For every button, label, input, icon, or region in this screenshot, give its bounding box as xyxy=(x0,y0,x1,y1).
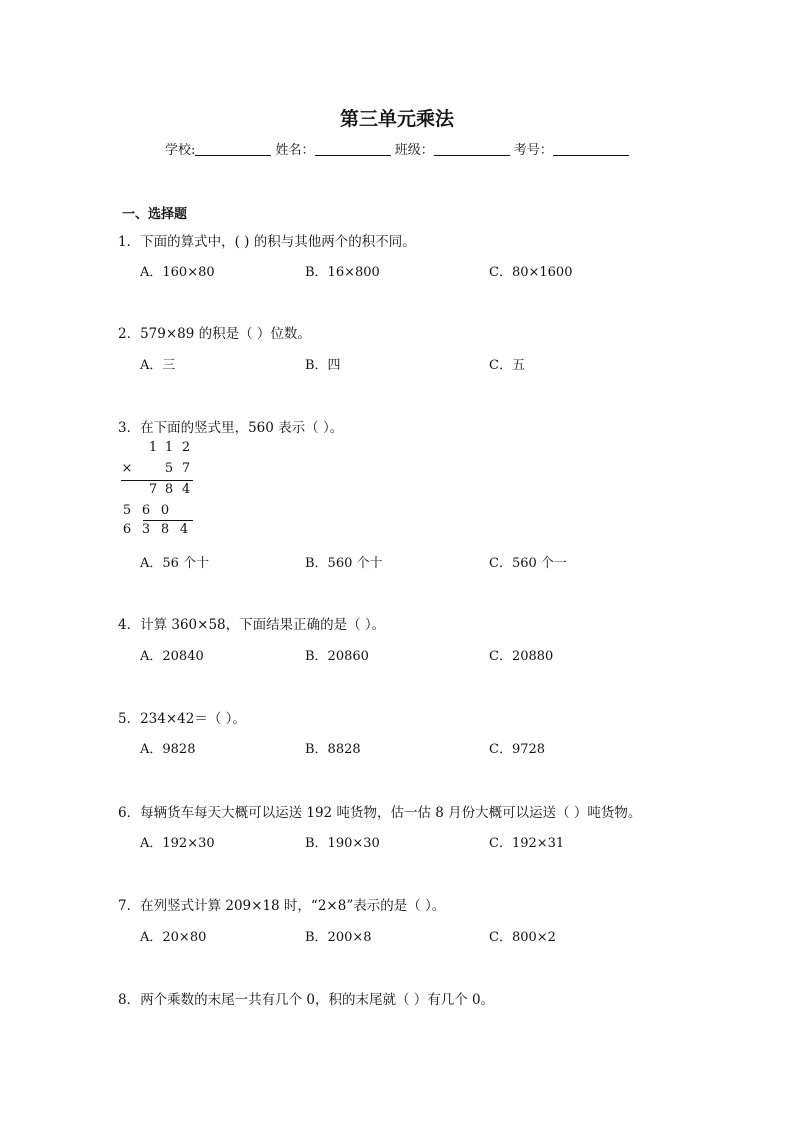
digit: 5 xyxy=(122,503,132,518)
q1-option-c: C．80×1600 xyxy=(489,265,573,280)
q7-option-a: A．20×80 xyxy=(140,930,207,945)
question-3: 3．在下面的竖式里，560 表示（ ）。 xyxy=(118,420,344,436)
q5-option-b: B．8828 xyxy=(305,742,361,757)
digit: 7 xyxy=(181,461,191,476)
q7-option-c: C．800×2 xyxy=(489,930,556,945)
digit: 7 xyxy=(148,482,158,497)
exam-no-label: 考号： xyxy=(513,143,553,158)
digit: 1 xyxy=(148,440,158,455)
page-title: 第三单元乘法 xyxy=(339,108,454,130)
question-2: 2．579×89 的积是（ ）位数。 xyxy=(118,326,311,342)
q6-option-c: C．192×31 xyxy=(489,836,565,851)
q2-option-b: B．四 xyxy=(305,358,341,373)
vertical-row-3 xyxy=(121,482,193,502)
digit: 6 xyxy=(122,522,132,537)
q4-option-c: C．20880 xyxy=(489,649,554,664)
class-label: 班级： xyxy=(394,143,434,158)
exam-no-blank xyxy=(553,142,629,156)
q3-option-b: B．560 个十 xyxy=(305,556,383,571)
q6-option-b: B．190×30 xyxy=(305,836,380,851)
digit: 8 xyxy=(164,482,174,497)
digit: 6 xyxy=(141,503,151,518)
q2-option-c: C．五 xyxy=(489,358,525,373)
rule-line-2 xyxy=(143,520,193,521)
q1-option-b: B．16×800 xyxy=(305,265,380,280)
vertical-row-2 xyxy=(121,461,193,481)
digit: 4 xyxy=(179,522,189,537)
q4-option-b: B．20860 xyxy=(305,649,369,664)
vertical-row-5 xyxy=(121,522,193,542)
name-blank xyxy=(315,142,391,156)
times-sign: × xyxy=(121,461,133,476)
digit: 0 xyxy=(160,503,170,518)
question-7: 7．在列竖式计算 209×18 时，“2×8”表示的是（ ）。 xyxy=(118,898,446,914)
q4-option-a: A．20840 xyxy=(140,649,204,664)
q6-option-a: A．192×30 xyxy=(140,836,215,851)
digit: 8 xyxy=(160,522,170,537)
digit: 2 xyxy=(181,440,191,455)
q2-option-a: A．三 xyxy=(140,358,176,373)
school-label: 学校: xyxy=(165,143,196,158)
vertical-row-1 xyxy=(121,440,193,460)
digit: 5 xyxy=(164,461,174,476)
digit: 3 xyxy=(141,522,151,537)
q3-option-c: C．560 个一 xyxy=(489,556,567,571)
question-8: 8．两个乘数的末尾一共有几个 0，积的末尾就（ ）有几个 0。 xyxy=(118,992,495,1008)
student-info-line xyxy=(165,139,629,158)
digit: 4 xyxy=(181,482,191,497)
q3-option-a: A．56 个十 xyxy=(140,556,210,571)
q5-option-a: A．9828 xyxy=(140,742,196,757)
q7-option-b: B．200×8 xyxy=(305,930,372,945)
question-4: 4．计算 360×58，下面结果正确的是（ ）。 xyxy=(118,617,386,633)
name-label: 姓名： xyxy=(275,143,315,158)
question-1: 1．下面的算式中，( ) 的积与其他两个的积不同。 xyxy=(118,234,416,250)
q1-option-a: A．160×80 xyxy=(140,265,215,280)
school-blank xyxy=(195,142,271,156)
digit: 1 xyxy=(164,440,174,455)
section-heading: 一、选择题 xyxy=(122,207,188,222)
question-6: 6．每辆货车每天大概可以运送 192 吨货物，估一估 8 月份大概可以运送（ ）吨货物。 xyxy=(118,805,642,821)
vertical-multiplication xyxy=(121,440,193,540)
rule-line-1 xyxy=(121,480,193,481)
q5-option-c: C．9728 xyxy=(489,742,546,757)
question-5: 5．234×42＝（ ）。 xyxy=(118,711,246,727)
class-blank xyxy=(434,142,510,156)
